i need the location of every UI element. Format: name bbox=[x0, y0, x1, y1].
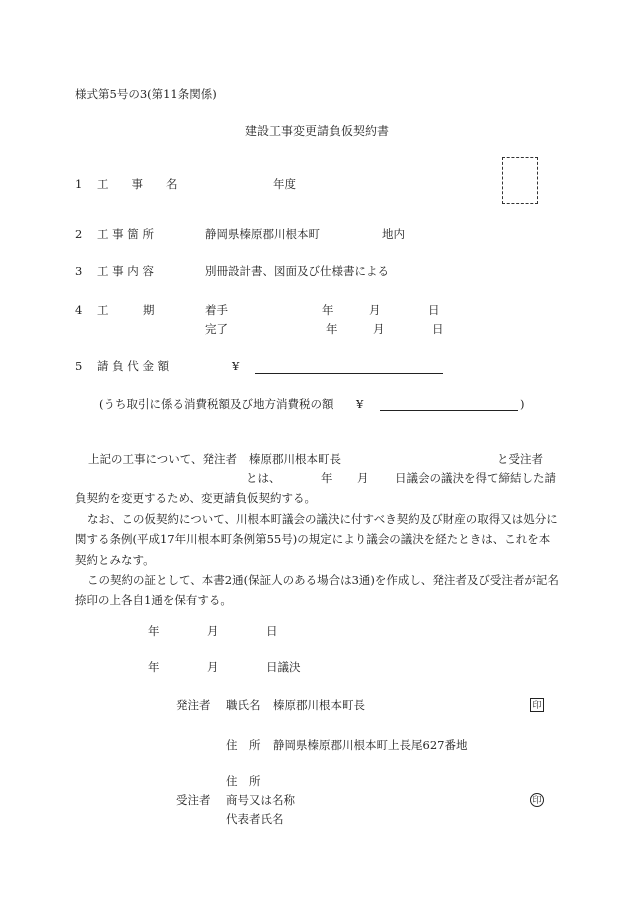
item-5-amount-line bbox=[255, 373, 443, 374]
item-1-value: 年度 bbox=[273, 177, 296, 191]
form-number: 様式第5号の3(第11条関係) bbox=[75, 87, 217, 101]
item-4-start-year: 年 bbox=[322, 303, 334, 317]
item-4-end: 完了 bbox=[205, 322, 228, 336]
item-5-yen: ¥ bbox=[232, 359, 240, 373]
date-2-day: 日議決 bbox=[266, 660, 301, 674]
orderer-role: 発注者 bbox=[176, 698, 211, 712]
orderer-title-label: 職氏名 bbox=[226, 698, 261, 712]
document-title: 建設工事変更請負仮契約書 bbox=[245, 124, 390, 138]
body-p1-towa: とは、 bbox=[246, 471, 281, 485]
orderer-title-value: 榛原郡川根本町長 bbox=[273, 698, 365, 712]
contractor-role: 受注者 bbox=[176, 793, 211, 807]
contractor-seal: 印 bbox=[530, 793, 544, 807]
body-p1-year: 年 bbox=[321, 471, 333, 485]
tax-close: ) bbox=[520, 397, 525, 411]
orderer-address-label: 住 所 bbox=[226, 738, 261, 752]
orderer-seal: 印 bbox=[530, 698, 544, 712]
contractor-rep-label: 代表者氏名 bbox=[226, 812, 284, 826]
item-4-end-year: 年 bbox=[326, 322, 338, 336]
body-p1-client: 榛原郡川根本町長 bbox=[249, 452, 341, 466]
item-4-number: 4 bbox=[75, 303, 83, 317]
item-3-value: 別冊設計書、図面及び仕様書による bbox=[205, 264, 389, 278]
item-4-label: 工 期 bbox=[97, 303, 155, 317]
item-4-end-month: 月 bbox=[373, 322, 385, 336]
item-1-label: 工 事 名 bbox=[97, 177, 178, 191]
body-p1-month: 月 bbox=[357, 471, 369, 485]
item-2-suffix: 地内 bbox=[382, 227, 405, 241]
date-1-year: 年 bbox=[148, 624, 160, 638]
item-4-start-day: 日 bbox=[428, 303, 440, 317]
item-2-number: 2 bbox=[75, 227, 83, 241]
contractor-name-label: 商号又は名称 bbox=[226, 793, 295, 807]
body-p3: この契約の証として、本書2通(保証人のある場合は3通)を作成し、発注者及び受注者が記名捺印の上各自1通を保有する。 bbox=[75, 573, 559, 608]
date-2-month: 月 bbox=[207, 660, 219, 674]
item-5-number: 5 bbox=[75, 359, 83, 373]
contractor-address-label: 住 所 bbox=[226, 774, 261, 788]
item-4-start: 着手 bbox=[205, 303, 228, 317]
revenue-stamp-box bbox=[502, 157, 538, 204]
date-1-month: 月 bbox=[207, 624, 219, 638]
date-2-year: 年 bbox=[148, 660, 160, 674]
date-1-day: 日 bbox=[266, 624, 278, 638]
body-p1-contractor: と受注者 bbox=[497, 452, 543, 466]
item-3-number: 3 bbox=[75, 264, 83, 278]
body-p1-intro: 上記の工事について、発注者 bbox=[88, 452, 238, 466]
tax-amount-line bbox=[380, 410, 518, 411]
item-4-end-day: 日 bbox=[432, 322, 444, 336]
item-1-number: 1 bbox=[75, 177, 83, 191]
body-p1-rest: 日議会の議決を得て締結した請 bbox=[395, 471, 556, 485]
tax-label: (うち取引に係る消費税額及び地方消費税の額 bbox=[99, 397, 334, 411]
orderer-address-value: 静岡県榛原郡川根本町上長尾627番地 bbox=[273, 738, 468, 752]
tax-yen: ¥ bbox=[356, 397, 364, 411]
item-4-start-month: 月 bbox=[369, 303, 381, 317]
item-2-label: 工 事 箇 所 bbox=[97, 227, 154, 241]
body-p2: なお、この仮契約について、川根本町議会の議決に付すべき契約及び財産の取得又は処分に関する条例(平成17年川根本町条例第55号)の規定により議会の議決を経たときは、これを本契約とみなす。 bbox=[75, 512, 558, 567]
body-p1-end: 負契約を変更するため、変更請負仮契約する。 bbox=[75, 491, 317, 505]
item-5-label: 請 負 代 金 額 bbox=[97, 359, 170, 373]
item-2-value: 静岡県榛原郡川根本町 bbox=[205, 227, 320, 241]
item-3-label: 工 事 内 容 bbox=[97, 264, 154, 278]
